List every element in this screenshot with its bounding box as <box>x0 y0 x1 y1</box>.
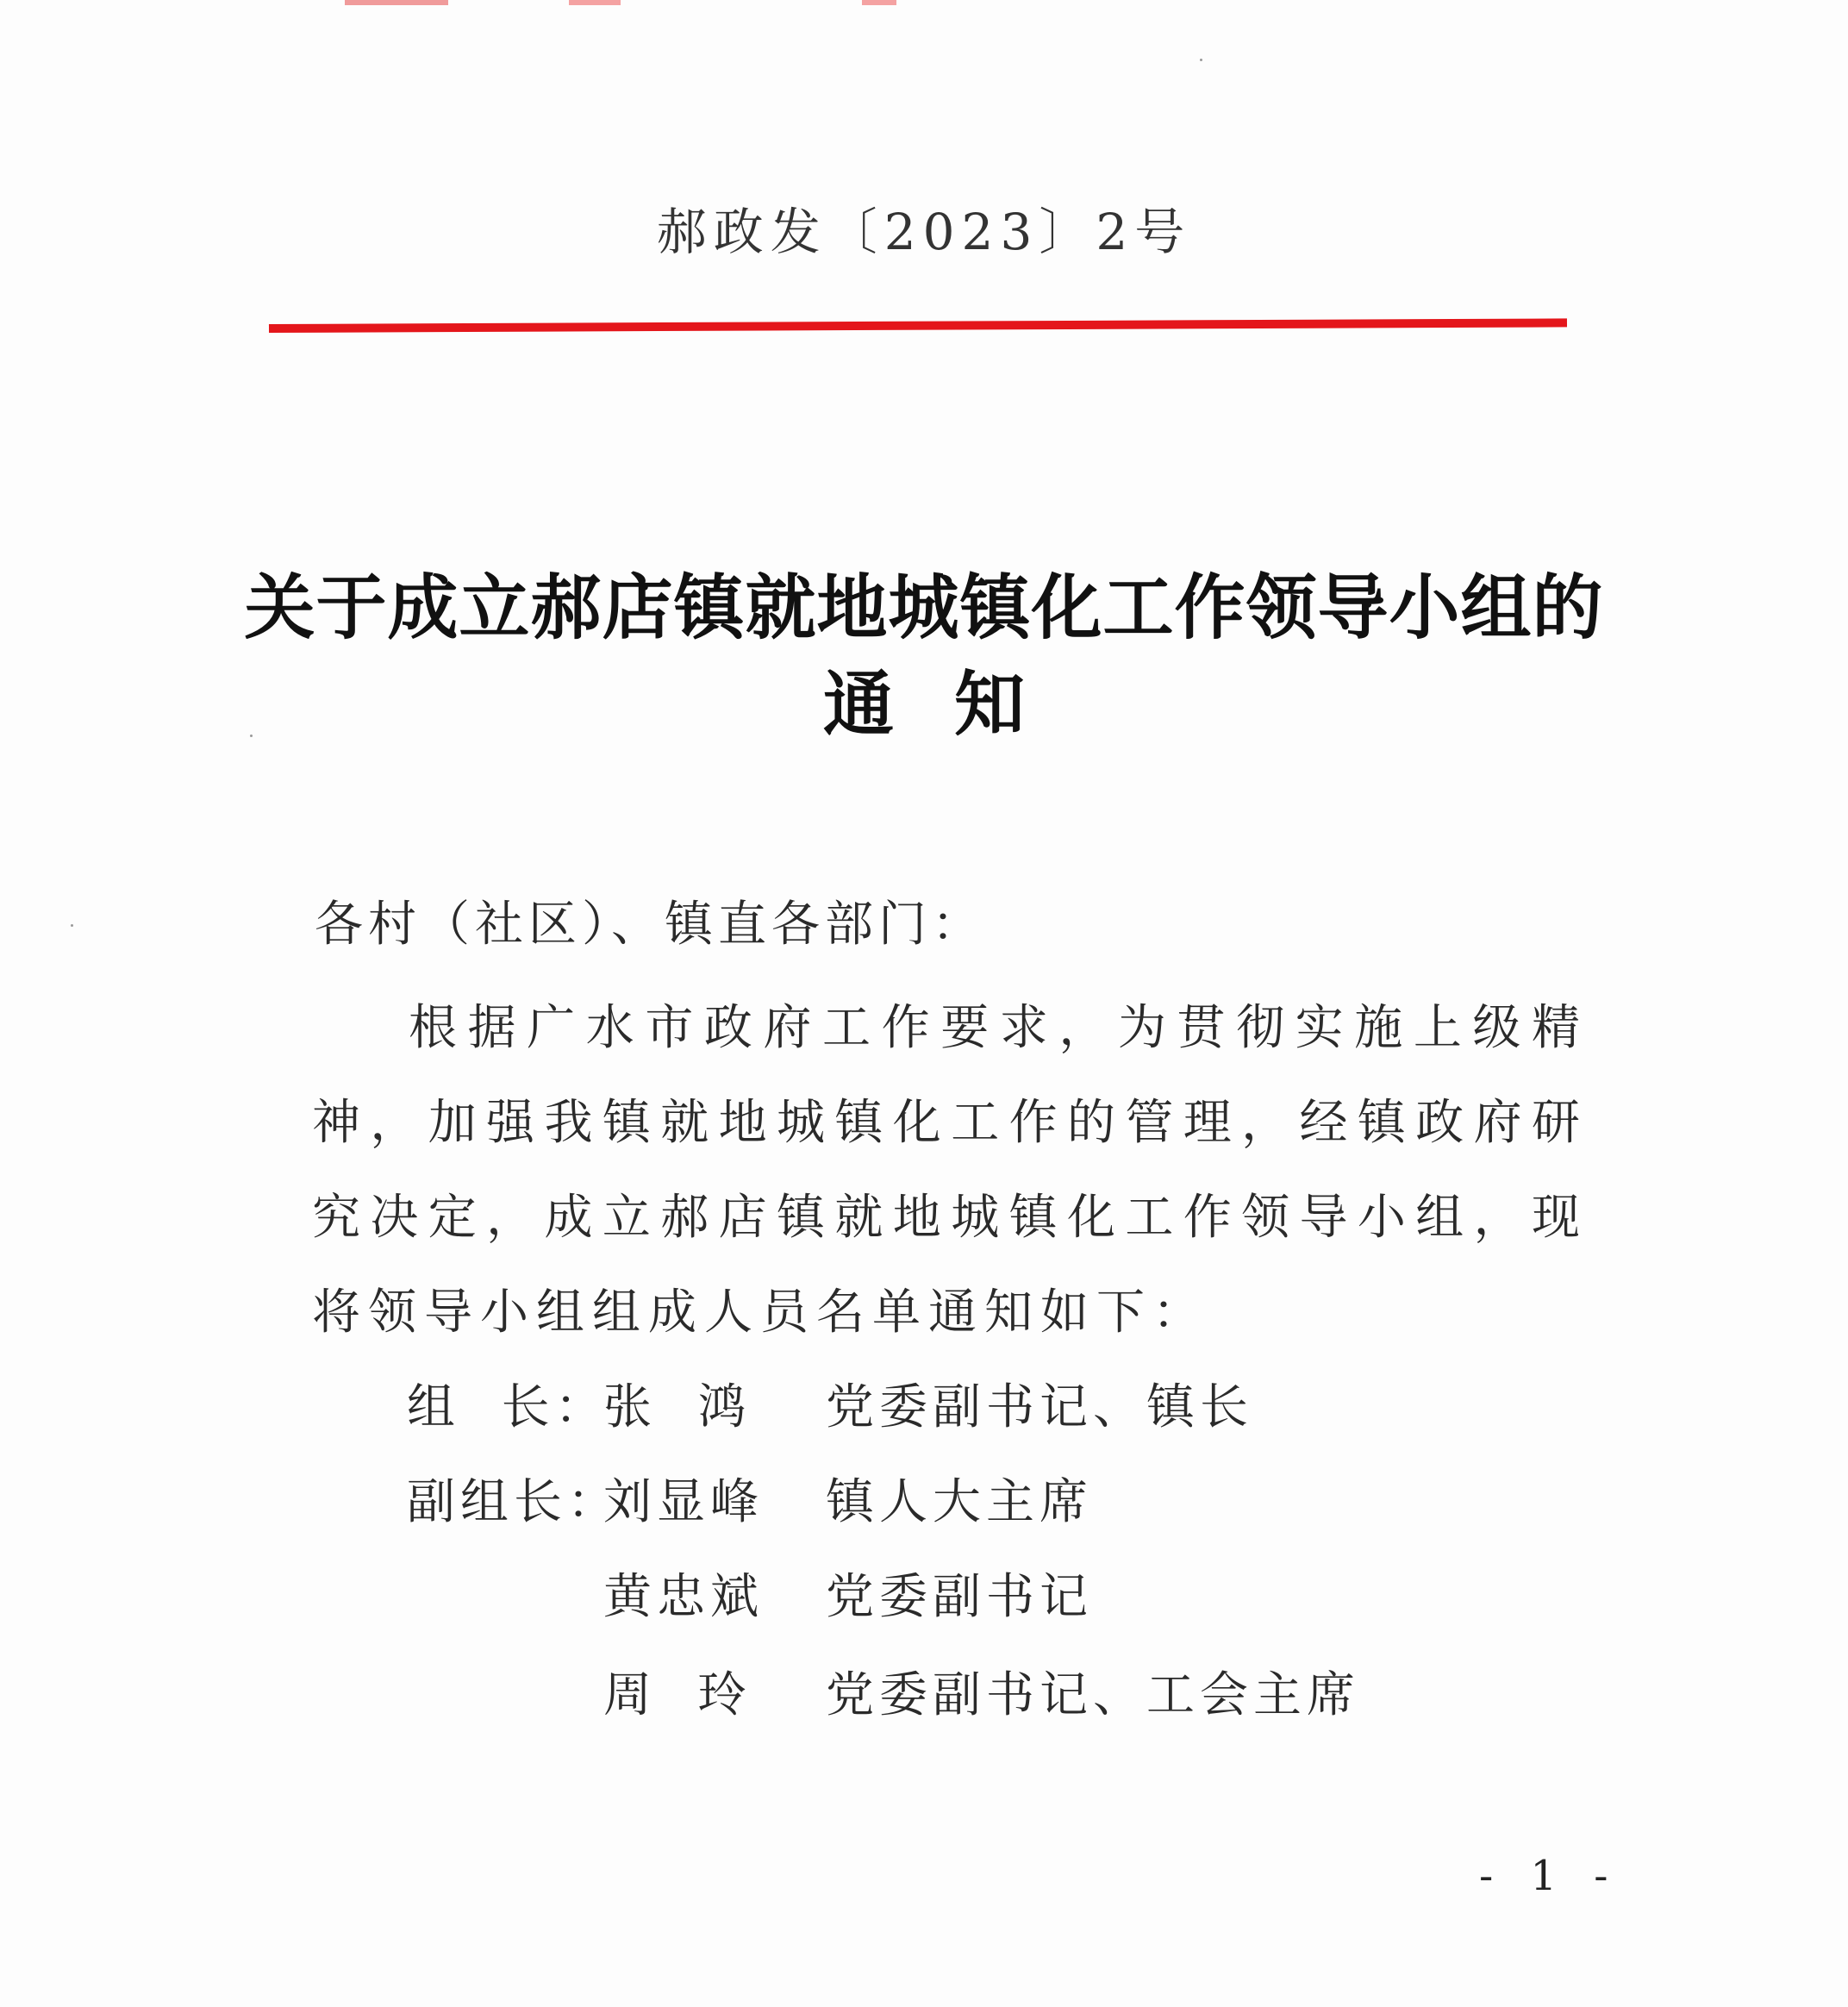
member-role: 副组长： <box>407 1474 621 1530</box>
document-title-line-1: 关于成立郝店镇就地城镇化工作领导小组的 <box>244 567 1604 649</box>
page-number: - 1 - <box>1479 1852 1620 1900</box>
header-red-remnant <box>345 0 896 5</box>
document-title-line-2: 通知 <box>822 664 1085 746</box>
red-separator-line <box>269 318 1567 333</box>
member-title: 镇人大主席 <box>826 1474 1093 1530</box>
body-paragraph: 根据广水市政府工作要求，为贯彻实施上级精神，加强我镇就地城镇化工作的管理，经镇政府研究决定，成立郝店镇就地城镇化工作领导小组，现将领导小组组成人员名单通知如下： <box>312 1000 1588 1341</box>
scan-speck <box>71 924 73 927</box>
document-number: 郝政发〔2023〕2号 <box>656 203 1192 261</box>
member-name: 张 鸿 <box>603 1379 752 1435</box>
member-name: 周 玲 <box>603 1667 752 1723</box>
member-title: 党委副书记 <box>826 1569 1093 1625</box>
member-title: 党委副书记、工会主席 <box>826 1667 1360 1723</box>
member-title: 党委副书记、镇长 <box>826 1379 1253 1435</box>
scan-speck <box>250 735 253 737</box>
member-name: 刘显峰 <box>603 1474 764 1530</box>
member-role: 组 长： <box>407 1379 609 1435</box>
member-name: 黄忠斌 <box>603 1569 764 1625</box>
scan-speck <box>1200 59 1202 61</box>
salutation: 各村（社区）、镇直各部门： <box>315 897 985 953</box>
